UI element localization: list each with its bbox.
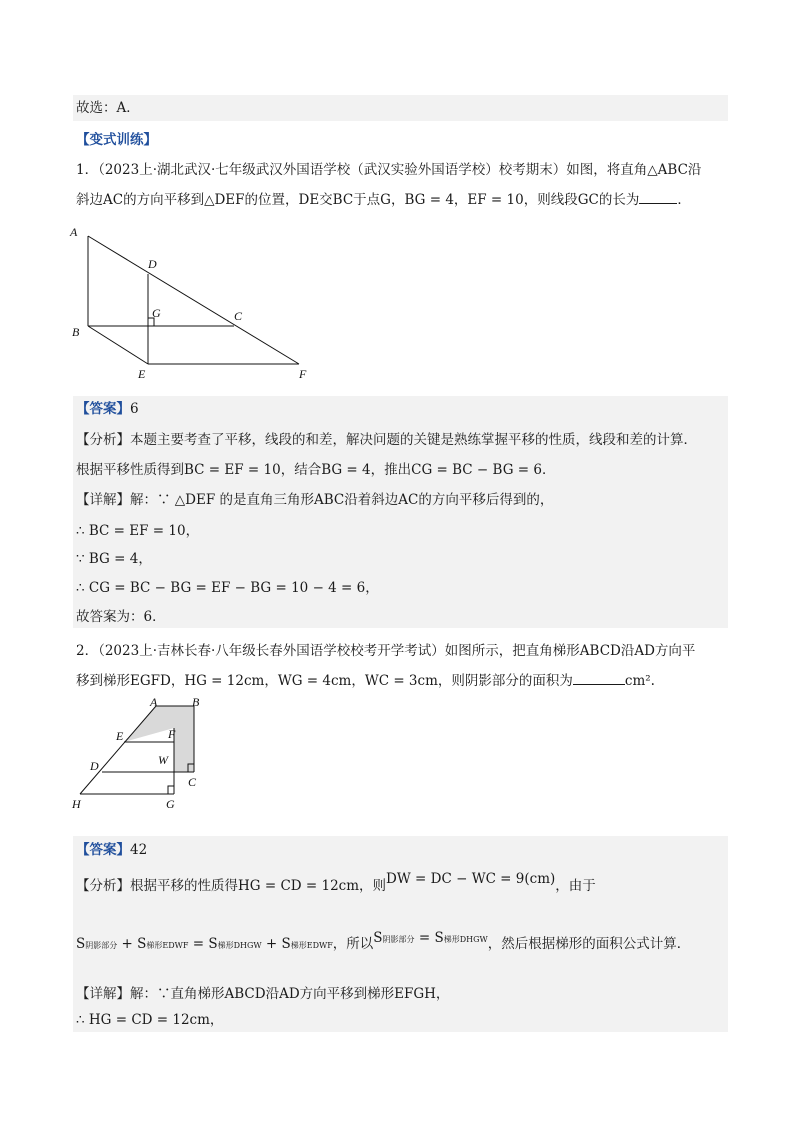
fig2-label-A: A <box>150 698 158 709</box>
fig2-label-E: E <box>116 729 124 743</box>
fig1-label-F: F <box>299 367 307 381</box>
a1-detail1: 【详解】解：∵ △DEF 的是直角三角形ABC沿着斜边AC的方向平移后得到的， <box>76 492 554 508</box>
fig2-segment-AH <box>80 706 156 794</box>
fig1-segment-AF <box>88 236 299 364</box>
fig1-label-E: E <box>138 367 146 381</box>
a2-formula-s1: S <box>76 936 86 952</box>
a1-detail4: ∴ CG = BC − BG = EF − BG = 10 − 4 = 6， <box>76 580 379 596</box>
a2-formula-sub6: 梯形DHGW <box>443 935 488 944</box>
a1-detail3: ∵ BG = 4， <box>76 551 152 567</box>
a1-analysis2: 根据平移性质得到BC = EF = 10，结合BG = 4，推出CG = BC − BG = 6． <box>76 462 556 478</box>
a2-analysis1 <box>76 871 726 896</box>
figure-2-trapezoid-translation <box>66 698 206 818</box>
top-answer-text: 故选：A． <box>76 100 140 116</box>
a2-detail1: 【详解】解：∵直角梯形ABCD沿AD方向平移到梯形EFGH， <box>76 986 450 1002</box>
a2-formula-sub3: 梯形DHGW <box>217 941 262 950</box>
a1-analysis1: 【分析】本题主要考查了平移，线段的和差，解决问题的关键是熟练掌握平移的性质，线段和差的计算． <box>76 432 697 448</box>
fig2-label-F: F <box>168 727 176 741</box>
fig2-label-C: C <box>188 775 197 789</box>
a1-answer-value: 6 <box>130 401 139 417</box>
a2-formula-s2: S <box>373 930 383 946</box>
q2-line2 <box>76 671 726 691</box>
a2-formula-line <box>76 930 726 956</box>
a1-detail2: ∴ BC = EF = 10， <box>76 523 200 539</box>
a2-formula-sub2: 梯形EDWF <box>146 941 189 950</box>
q1-line2-end: ． <box>677 192 691 208</box>
a2-formula-end: ，然后根据梯形的面积公式计算． <box>487 936 691 952</box>
fig2-label-D: D <box>90 759 99 773</box>
a2-analysis1-formula: DW = DC − WC = 9(cm) <box>386 871 556 887</box>
fig1-segment-BE <box>88 326 148 364</box>
a2-formula-mid: ，所以 <box>332 936 374 952</box>
a2-formula-sub5: 阴影部分 <box>382 935 415 944</box>
q1-line1: 1．（2023上·湖北武汉·七年级武汉外国语学校（武汉实验外国语学校）校考期末）如图，将直角△ABC沿 <box>76 162 702 178</box>
q2-line2-text: 移到梯形EGFD，HG = 12cm，WG = 4cm，WC = 3cm，则阴影部分的面积为 <box>76 673 573 689</box>
q2-answer-blank <box>573 672 625 685</box>
fig2-label-H: H <box>72 797 81 811</box>
a2-detail2: ∴ HG = CD = 12cm， <box>76 1012 224 1028</box>
a1-answer <box>76 399 726 419</box>
a2-analysis1-end: ，由于 <box>555 878 596 894</box>
section-title: 【变式训练】 <box>76 132 157 148</box>
a2-analysis1-text: 【分析】根据平移的性质得HG = CD = 12cm，则 <box>76 878 387 894</box>
fig1-label-A: A <box>70 225 78 239</box>
figure-1-triangle-translation <box>66 222 326 382</box>
a2-answer-label: 【答案】 <box>76 842 130 858</box>
q1-line2-text: 斜边AC的方向平移到△DEF的位置，DE交BC于点G，BG = 4，EF = 10，则线段GC的长为 <box>76 192 640 208</box>
a2-formula-plus: + S <box>117 936 147 952</box>
a2-answer-value: 42 <box>130 842 148 858</box>
fig2-label-W: W <box>158 753 168 767</box>
a2-formula-eq2: = S <box>414 930 444 946</box>
fig2-label-B: B <box>192 698 200 709</box>
a2-formula-sub4: 梯形EDWF <box>290 941 333 950</box>
fig1-label-C: C <box>234 309 243 323</box>
a2-formula-sub1: 阴影部分 <box>85 941 118 950</box>
a1-answer-label: 【答案】 <box>76 401 130 417</box>
a2-formula-eq: = S <box>188 936 218 952</box>
q2-line1: 2．（2023上·吉林长春·八年级长春外国语学校校考开学考试）如图所示，把直角梯形ABCD沿AD方向平 <box>76 643 696 659</box>
fig1-label-B: B <box>72 325 80 339</box>
q1-answer-blank <box>639 191 677 204</box>
a2-answer <box>76 840 726 860</box>
q2-line2-unit: cm². <box>624 673 655 689</box>
q1-line2 <box>76 190 726 210</box>
fig1-label-G: G <box>152 306 161 320</box>
fig2-label-G: G <box>166 797 175 811</box>
a2-formula-plus2: + S <box>261 936 291 952</box>
fig1-label-D: D <box>148 257 157 271</box>
a1-detail5: 故答案为：6． <box>76 609 166 625</box>
fig2-right-angle-mark-G <box>168 786 174 794</box>
